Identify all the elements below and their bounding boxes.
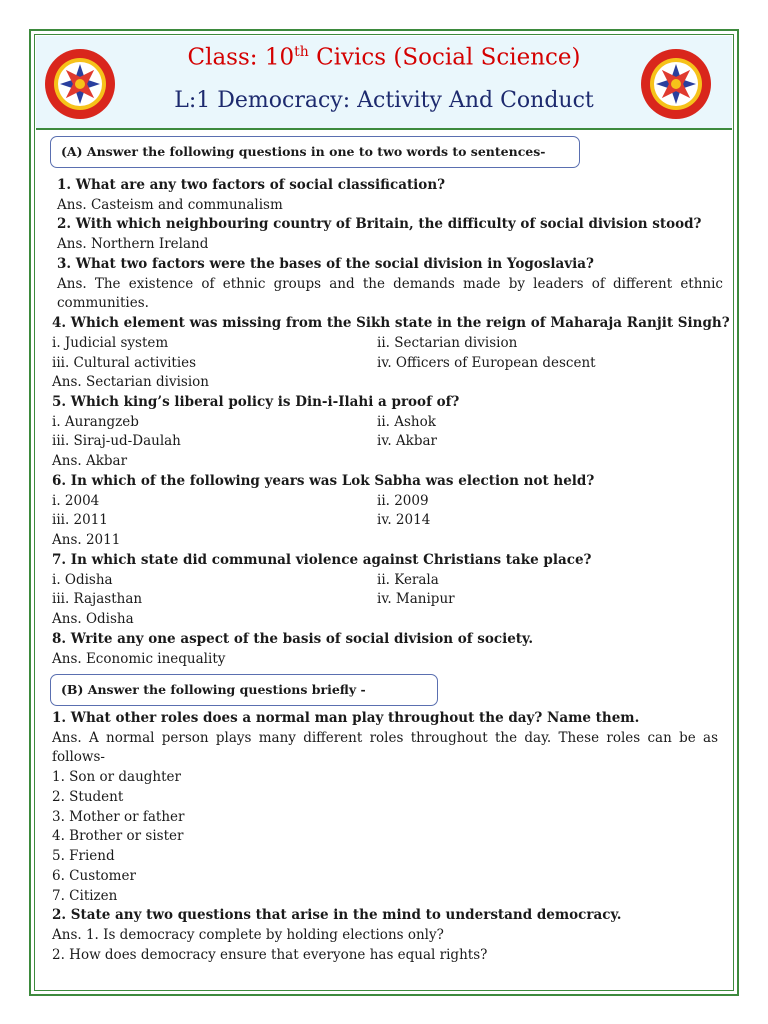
option-a7-3: iii. Rajasthan [52,591,143,607]
option-a7-4: iv. Manipur [377,591,455,607]
answer-b2-line2: 2. How does democracy ensure that everyone has equal rights? [52,947,488,963]
question-a5: 5. Which king’s liberal policy is Din-i-Ilahi a proof of? [52,394,460,410]
option-a6-3: iii. 2011 [52,512,108,528]
section-a-heading: (A) Answer the following questions in one to two words to sentences- [50,136,580,168]
answer-a3-line1: Ans. The existence of ethnic groups and the demands made by leaders of different ethnic [57,276,723,292]
school-seal-logo-left [44,48,116,120]
list-item: 4. Brother or sister [52,828,184,844]
list-item: 2. Student [52,789,124,805]
option-a4-3: iii. Cultural activities [52,355,197,371]
option-a6-2: ii. 2009 [377,493,429,509]
page-title: Class: 10th Civics (Social Science) [187,44,581,71]
answer-a1: Ans. Casteism and communalism [57,197,283,213]
question-b2: 2. State any two questions that arise in the mind to understand democracy. [52,907,622,923]
question-a1: 1. What are any two factors of social classification? [57,177,446,193]
option-a5-3: iii. Siraj-ud-Daulah [52,433,181,449]
header-divider [36,128,732,130]
answer-b1-line1: Ans. A normal person plays many different roles throughout the day. These roles can be as [52,730,718,746]
school-seal-logo-right [640,48,712,120]
option-a7-1: i. Odisha [52,572,113,588]
answer-a8: Ans. Economic inequality [52,651,226,667]
answer-a7: Ans. Odisha [52,611,134,627]
option-a4-1: i. Judicial system [52,335,169,351]
answer-a5: Ans. Akbar [52,453,128,469]
option-a7-2: ii. Kerala [377,572,439,588]
answer-a2: Ans. Northern Ireland [57,236,209,252]
option-a4-2: ii. Sectarian division [377,335,518,351]
answer-b2-line1: Ans. 1. Is democracy complete by holding elections only? [52,927,444,943]
question-a4: 4. Which element was missing from the Sikh state in the reign of Maharaja Ranjit Singh? [52,315,730,331]
section-b-heading: (B) Answer the following questions briefly - [50,674,438,706]
list-item: 6. Customer [52,868,136,884]
answer-a6: Ans. 2011 [52,532,121,548]
list-item: 5. Friend [52,848,115,864]
answer-b1-line2: follows- [52,749,105,765]
answer-a3-line2: communities. [57,295,149,311]
option-a5-2: ii. Ashok [377,414,436,430]
question-a3: 3. What two factors were the bases of the social division in Yogoslavia? [57,256,594,272]
option-a6-1: i. 2004 [52,493,100,509]
question-a2: 2. With which neighbouring country of Britain, the difficulty of social division stood? [57,216,702,232]
question-a7: 7. In which state did communal violence against Christians take place? [52,552,592,568]
answer-a4: Ans. Sectarian division [52,374,210,390]
option-a5-4: iv. Akbar [377,433,437,449]
question-a6: 6. In which of the following years was Lok Sabha was election not held? [52,473,595,489]
page-subtitle: L:1 Democracy: Activity And Conduct [174,88,594,113]
option-a5-1: i. Aurangzeb [52,414,139,430]
question-a8: 8. Write any one aspect of the basis of social division of society. [52,631,534,647]
list-item: 1. Son or daughter [52,769,181,785]
option-a6-4: iv. 2014 [377,512,431,528]
question-b1: 1. What other roles does a normal man play throughout the day? Name them. [52,710,640,726]
option-a4-4: iv. Officers of European descent [377,355,596,371]
list-item: 3. Mother or father [52,809,185,825]
list-item: 7. Citizen [52,888,118,904]
